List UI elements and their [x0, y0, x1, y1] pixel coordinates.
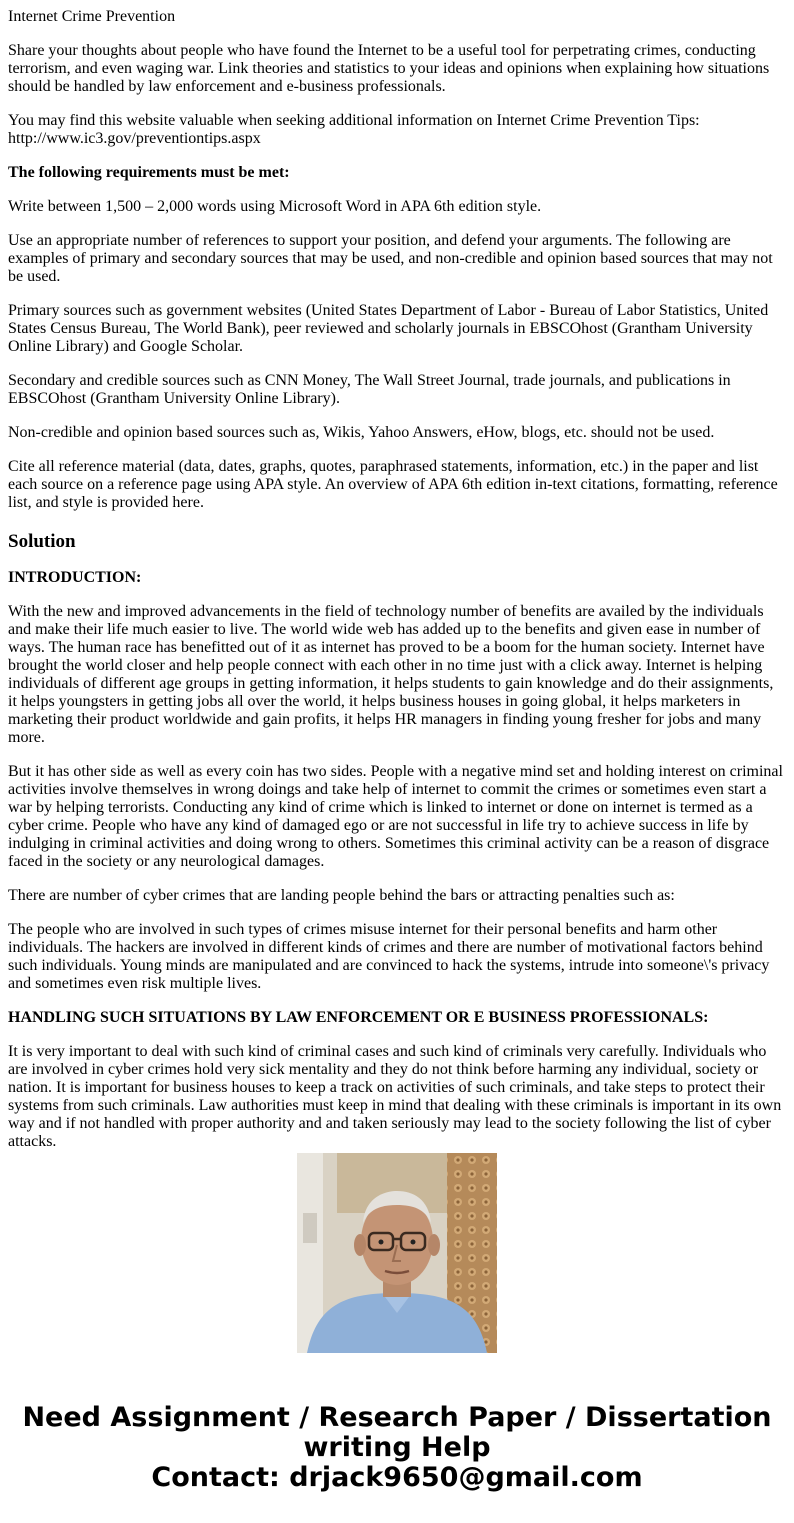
handling-heading-text: HANDLING SUCH SITUATIONS BY LAW ENFORCEMENT OR E BUSINESS PROFESSIONALS:: [8, 1009, 709, 1026]
promo-banner: [0, 1403, 794, 1493]
requirements-heading: [8, 164, 786, 182]
intro-paragraph-3: There are number of cyber crimes that are landing people behind the bars or attracting penalties such as:: [8, 887, 675, 904]
introduction-heading-text: INTRODUCTION:: [8, 569, 142, 586]
requirement-words: Write between 1,500 – 2,000 words using Microsoft Word in APA 6th edition style.: [8, 198, 542, 215]
document-title: Internet Crime Prevention: [8, 8, 176, 25]
handling-paragraph-1: It is very important to deal with such kind of criminal cases and such kind of criminals very carefully. Individuals who are involved in cyber crimes hold very sick mentality and they do not think before harming any individual, society or nation. It is important for business houses to keep a track on activities of such criminals, and take steps to protect their systems from such criminals. Law authorities must keep in mind that dealing with these criminals is important in its own way and if not handled with proper authority and and taken seriously may lead to the society following the list of cyber attacks.: [8, 1043, 782, 1150]
requirement-noncredible-sources: Non-credible and opinion based sources such as, Wikis, Yahoo Answers, eHow, blogs, etc. should not be used.: [8, 424, 715, 441]
solution-heading: Solution: [8, 531, 76, 552]
promo-contact: Contact: drjack9650@gmail.com: [151, 1462, 643, 1493]
requirement-references: Use an appropriate number of references to support your position, and defend your arguments. The following are examples of primary and secondary sources that may be used, and non-credible and opinion based sources that may not be used.: [8, 232, 773, 285]
portrait-image: [297, 1153, 497, 1353]
document-body: [8, 0, 786, 1150]
requirements-heading-text: The following requirements must be met:: [8, 164, 290, 181]
author-photo: [297, 1153, 497, 1353]
handling-heading: [8, 1009, 786, 1027]
intro-paragraph-2: But it has other side as well as every coin has two sides. People with a negative mind set and holding interest on criminal activities involve themselves in wrong doings and take help of internet to commit the crimes or sometimes even start a war by helping terrorists. Conducting any kind of crime which is linked to internet or done on internet is termed as a cyber crime. People who have any kind of damaged ego or are not successful in life try to achieve success in life by indulging in criminal activities and doing wrong to others. Sometimes this criminal activity can be a reason of disgrace faced in the society or any neurological damages.: [8, 763, 783, 870]
requirement-citations: Cite all reference material (data, dates, graphs, quotes, paraphrased statements, information, etc.) in the paper and list each source on a reference page using APA style. An overview of APA 6th edition in-text citations, formatting, reference list, and style is provided here.: [8, 458, 778, 511]
prompt-paragraph: Share your thoughts about people who have found the Internet to be a useful tool for perpetrating crimes, conducting terrorism, and even waging war. Link theories and statistics to your ideas and opinions when explaining how situations should be handled by law enforcement and e-business professionals.: [8, 42, 770, 95]
requirement-secondary-sources: Secondary and credible sources such as CNN Money, The Wall Street Journal, trade journals, and publications in EBSCOhost (Grantham University Online Library).: [8, 372, 731, 407]
introduction-heading: [8, 569, 786, 587]
intro-paragraph-1: With the new and improved advancements in the field of technology number of benefits are availed by the individuals and make their life much easier to live. The world wide web has added up to the benefits and given ease in number of ways. The human race has benefitted out of it as internet has proved to be a boom for the human society. Internet have brought the world closer and help people connect with each other in no time just with a click away. Internet is helping individuals of different age groups in getting information, it helps students to gain knowledge and do their assignments, it helps youngsters in getting jobs all over the world, it helps business houses in going global, it helps marketers in marketing their product worldwide and gain profits, it helps HR managers in finding young fresher for jobs and many more.: [8, 603, 774, 746]
promo-line-1: Need Assignment / Research Paper / Dissertation: [22, 1402, 772, 1433]
promo-line-2: writing Help: [303, 1432, 491, 1463]
website-note: You may find this website valuable when seeking additional information on Internet Crime Prevention Tips: http://www.ic3.gov/preventiontips.aspx: [8, 112, 700, 147]
intro-paragraph-4: The people who are involved in such types of crimes misuse internet for their personal benefits and harm other individuals. The hackers are involved in different kinds of crimes and there are number of motivational factors behind such individuals. Young minds are manipulated and are convinced to hack the systems, intrude into someone\'s privacy and sometimes even risk multiple lives.: [8, 921, 770, 992]
requirement-primary-sources: Primary sources such as government websites (United States Department of Labor - Bureau of Labor Statistics, United States Census Bureau, The World Bank), peer reviewed and scholarly journals in EBSCOhost (Grantham University Online Library) and Google Scholar.: [8, 302, 769, 355]
